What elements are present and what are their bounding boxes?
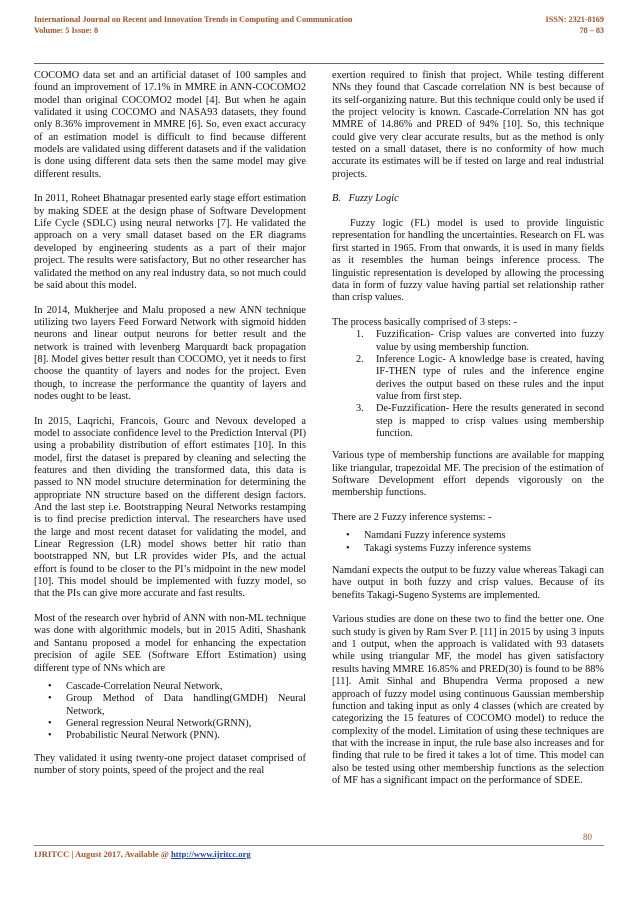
running-header (34, 14, 604, 36)
page-range: 78 – 83 (579, 26, 604, 35)
paragraph: They validated it using twenty-one project dataset comprised of number of story points, speed of the project and the real (34, 752, 306, 776)
volume-issue: Volume: 5 Issue: 8 (34, 26, 99, 35)
list-item: • Cascade-Correlation Neural Network, (48, 680, 223, 692)
process-steps (332, 329, 604, 440)
footer-rule (34, 845, 604, 846)
section-heading: B. Fuzzy Logic (332, 193, 399, 205)
journal-link[interactable]: http://www.ijritcc.org (170, 849, 251, 859)
paragraph: Fuzzy logic (FL) model is used to provide linguistic representation for handling the uncertainties. Research on FL was first started in 1965. From that onwards, it is used in many fields as it resembles the human beings inference process. The linguistic representation is developed by allowing the processing data in form of fuzzy value having partial set relationship rather than crisp values. (332, 218, 604, 304)
paragraph: In 2014, Mukherjee and Malu proposed a new ANN technique utilizing two layers Feed Forward Network with sigmoid hidden neurons and linear output neurons for better result and the network is trained with levenberg Marquardt back propagation [8]. Model gives better result than COCOMO, yet it needs to first choose the quantity of layers and nodes for the project. Even though, to increase the performance the quantity of layers and nodes ought to be least. (34, 304, 306, 402)
page-number: 80 (583, 832, 592, 842)
footer (34, 849, 251, 859)
step-item: 1. Fuzzification- Crisp values are converted into fuzzy value by using membership function. (356, 329, 604, 353)
step-item: 3. De-Fuzzification- Here the results generated in second step is mapped to crisp values using membership function. (356, 403, 604, 439)
paragraph: Various studies are done on these two to find the better one. One such study is given by Ram Sver P. [11] in 2015 by using 3 inputs and 1 output, when the approach is validated with 93 datasets while using triangular MF, the model has given satisfactory results having MMRE 16.85% and PRED(30) is found to be 88% [11]. Amit Sinhal and Bhupendra Verma proposed a new approach of fuzzy model using continuous Gaussian membership function and taking input as only 4 classes (which are created by categorizing the 15 features of COCOMO model) to reduce the complexity of the model. Limitation of using these techniques are that with the increase in input, the rule base also increases and for finding that rule to be fired it takes a lot of time. This model can also be tested using other membership functions as the selection of MF has a significant impact on the performance of SDEE. (332, 614, 604, 786)
list-item: • Takagi systems Fuzzy inference systems (346, 542, 531, 554)
list-item: • Namdani Fuzzy inference systems (346, 530, 506, 542)
list-item: • Probabilistic Neural Network (PNN). (48, 730, 220, 742)
bullet-icon: • (48, 680, 52, 692)
bullet-icon: • (48, 730, 52, 742)
left-column (34, 70, 306, 790)
bullet-icon: • (48, 693, 52, 705)
paragraph: The process basically comprised of 3 steps: - (332, 316, 518, 328)
issn: ISSN: 2321-8169 (545, 15, 604, 24)
paragraph: Various type of membership functions are available for mapping like triangular, trapezoidal MF. The precision of the estimation of Software Development effort depends vigorously on the membership functions. (332, 450, 604, 499)
list-item: • General regression Neural Network(GRNN), (48, 717, 252, 729)
paragraph: In 2015, Laqrichi, Francois, Gourc and Nevoux developed a model to associate confidence level to the Prediction Interval (PI) using a probability distribution of effort estimates [10]. In this model, first the dataset is prepared by cleaning and selecting the features and then dividing the transformed data, this data is passed to NN model structure determination for determining the appropriate NN structure based on the different design factors. And the last step i.e. Bootstrapping Neural Networks restamping is to find precise prediction interval. The researchers have used the large and most recent dataset for validating the model, and Linear Regression (LR) model shows better hit ratio than bootstrapped NN, but LR provides wider PIs, and the actual effort is found to be closer to the PI’s midpoint in the new model [10]. This model should be implemented with fuzzy model, so that the PIs can give more accurate and fast results. (34, 415, 306, 600)
paragraph: There are 2 Fuzzy inference systems: - (332, 512, 492, 524)
paragraph: exertion required to finish that project. While testing different NNs they found that Cascade correlation NN is best because of its self-organizing nature. But this technique could only be used if the project velocity is known. Cascade-Correlation NN has got MMRE of 14.86% and PRED of 94% [10]. So, this technique could give very clear accurate results, but as the method is only tested on a small dataset, there is no conformity of how much accurate its estimates will be if tested on large and real industrial projects. (332, 70, 604, 180)
paragraph: In 2011, Roheet Bhatnagar presented early stage effort estimation by making SDEE at the design phase of Software Development Life Cycle (SDLC) using neural networks [7]. He validated the approach on a very small dataset based on the ER diagrams developed by engineering students as a part of their major project. The results were satisfactory, But no other researcher has validated the method on any real industry data, so not much could be said about this model. (34, 193, 306, 291)
footer-text: IJRITCC | August 2017, Available @ (34, 849, 171, 859)
list-item: • Group Method of Data handling(GMDH) Neural Network, (48, 693, 306, 717)
paragraph: Most of the research over hybrid of ANN with non-ML technique was done with algorithmic models, but in 2015 Aditi, Shashank and Santanu proposed a model for enhancing the expectation precision of agile SEE (Software Effort Estimation) using different type of NNs which are (34, 613, 306, 674)
paragraph: COCOMO data set and an artificial dataset of 100 samples and found an improvement of 17.1% in MMRE in ANN-COCOMO2 model than original COCOMO2 model [4]. But when he again validated it using COCOMO and NASA93 datasets, they found only 8.36% improvement in MMRE [6]. So, even exact accuracy of an estimation model is difficult to find because different models are validated using different datasets and if the validation is done using different data sets then the same model may give different results. (34, 70, 306, 180)
bullet-icon: • (346, 530, 350, 542)
step-item: 2. Inference Logic- A knowledge base is created, having IF-THEN type of rules and the inference engine derives the output based on these rules and the input value from first step. (356, 353, 604, 402)
right-column (332, 70, 604, 800)
header-rule (34, 63, 604, 64)
bullet-icon: • (346, 542, 350, 554)
nn-type-list (34, 681, 306, 743)
fis-list (332, 530, 604, 555)
bullet-icon: • (48, 717, 52, 729)
journal-title: International Journal on Recent and Innovation Trends in Computing and Communication (34, 15, 353, 24)
paragraph: Namdani expects the output to be fuzzy value whereas Takagi can have output in both fuzzy and crisp values. Because of its benefits Takagi-Sugeno Systems are implemented. (332, 565, 604, 601)
